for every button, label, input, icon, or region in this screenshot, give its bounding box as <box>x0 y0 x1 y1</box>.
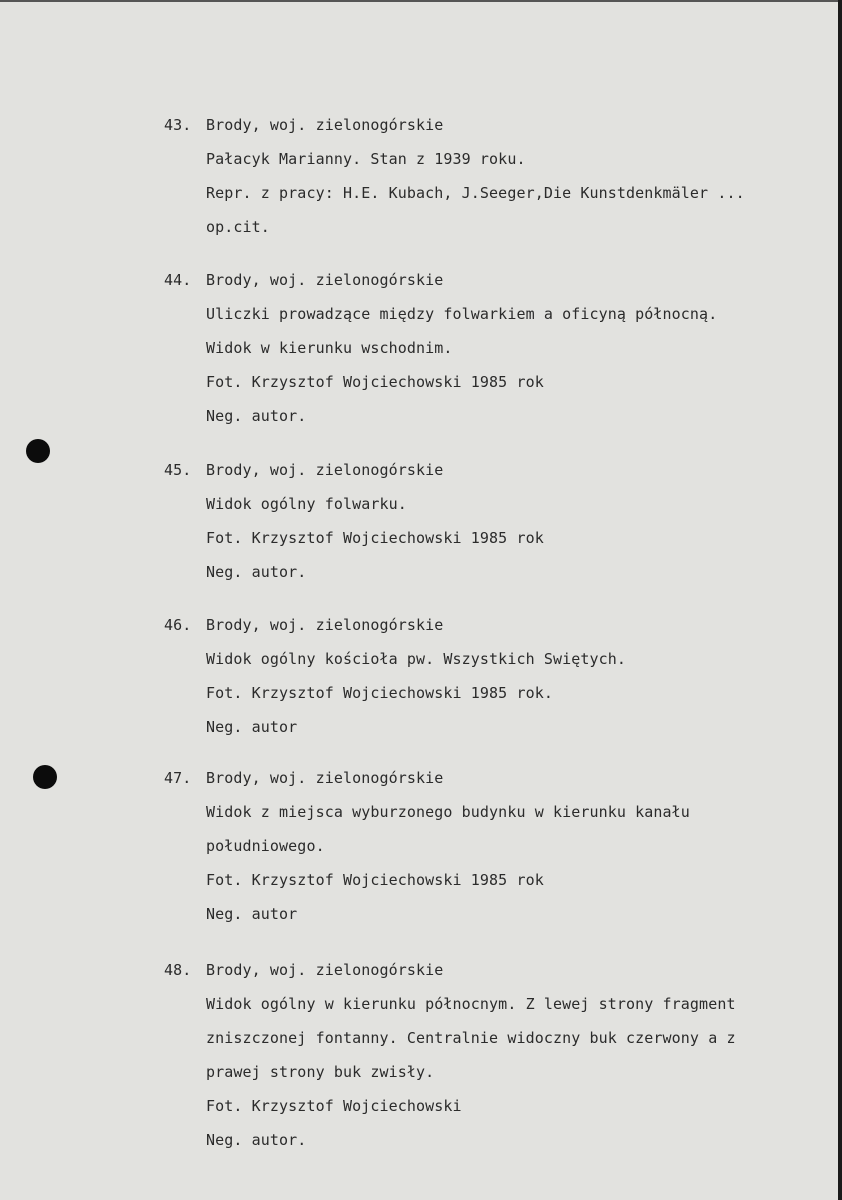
page-top-edge <box>0 0 842 2</box>
entry-line: Widok z miejsca wyburzonego budynku w kierunku kanału <box>206 803 690 821</box>
entry-number: 47. <box>164 769 192 787</box>
entry-line: Neg. autor <box>206 718 298 736</box>
entry-line: Fot. Krzysztof Wojciechowski 1985 rok. <box>206 684 553 702</box>
entry-location: Brody, woj. zielonogórskie <box>206 961 444 979</box>
page-right-edge <box>838 0 842 1200</box>
entry-line: Widok ogólny kościoła pw. Wszystkich Swiętych. <box>206 650 627 668</box>
entry-line: Pałacyk Marianny. Stan z 1939 roku. <box>206 150 526 168</box>
punch-hole-upper <box>26 439 50 463</box>
entry-line: Fot. Krzysztof Wojciechowski 1985 rok <box>206 373 544 391</box>
entry-heading <box>164 263 824 297</box>
entry-line: prawej strony buk zwisły. <box>206 1063 435 1081</box>
entry-line: Widok ogólny w kierunku północnym. Z lewej strony fragment <box>206 995 736 1013</box>
entry-heading <box>164 761 824 795</box>
entry-line: południowego. <box>206 837 325 855</box>
entry-line: Repr. z pracy: H.E. Kubach, J.Seeger,Die Kunstdenkmäler ... <box>206 184 745 202</box>
entry-line: Widok w kierunku wschodnim. <box>206 339 453 357</box>
entry-line: Neg. autor. <box>206 1131 307 1149</box>
entry-number: 44. <box>164 271 192 289</box>
entry-location: Brody, woj. zielonogórskie <box>206 616 444 634</box>
entry-heading <box>164 953 824 987</box>
catalog-entry-45 <box>164 453 824 589</box>
catalog-entry-48 <box>164 953 824 1157</box>
entry-location: Brody, woj. zielonogórskie <box>206 116 444 134</box>
catalog-entry-46 <box>164 608 824 744</box>
punch-hole-lower <box>33 765 57 789</box>
entry-line: Neg. autor. <box>206 407 307 425</box>
entry-line: Fot. Krzysztof Wojciechowski 1985 rok <box>206 871 544 889</box>
entry-location: Brody, woj. zielonogórskie <box>206 769 444 787</box>
entry-number: 48. <box>164 961 192 979</box>
entry-line: Fot. Krzysztof Wojciechowski <box>206 1097 462 1115</box>
entry-location: Brody, woj. zielonogórskie <box>206 271 444 289</box>
catalog-entry-44 <box>164 263 824 433</box>
entry-number: 43. <box>164 116 192 134</box>
entry-line: Fot. Krzysztof Wojciechowski 1985 rok <box>206 529 544 547</box>
entry-line: Neg. autor. <box>206 563 307 581</box>
entry-heading <box>164 608 824 642</box>
entry-line: op.cit. <box>206 218 270 236</box>
entry-heading <box>164 453 824 487</box>
catalog-entry-47 <box>164 761 824 931</box>
entry-line: Uliczki prowadzące między folwarkiem a oficyną północną. <box>206 305 718 323</box>
entry-number: 46. <box>164 616 192 634</box>
entry-location: Brody, woj. zielonogórskie <box>206 461 444 479</box>
entry-line: Neg. autor <box>206 905 298 923</box>
entry-number: 45. <box>164 461 192 479</box>
catalog-entry-43 <box>164 108 824 244</box>
entry-line: Widok ogólny folwarku. <box>206 495 407 513</box>
entry-heading <box>164 108 824 142</box>
entry-line: zniszczonej fontanny. Centralnie widoczny buk czerwony a z <box>206 1029 736 1047</box>
